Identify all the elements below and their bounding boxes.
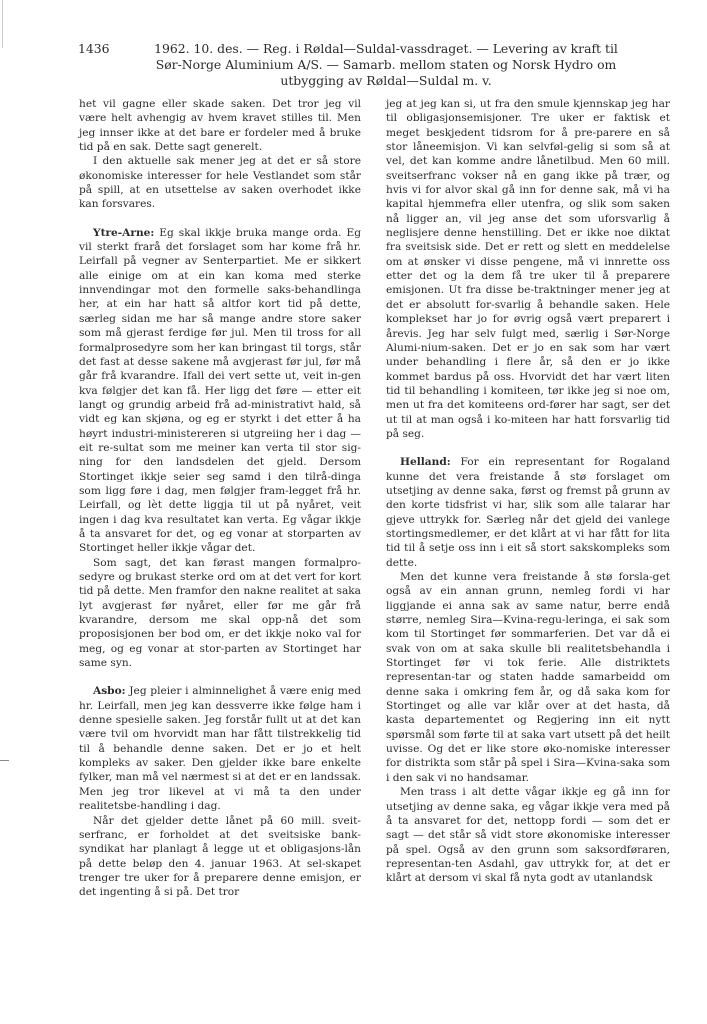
header-title	[134, 41, 638, 89]
paragraph: Men det kunne vera freistande å stø forsla-get også av ein annan grunn, nemleg fordi vi har liggjande ei anna sak av same natur, berre endå større, nemleg Sira—Kvina-regu-leringa, ei sak som kom til Stortinget før sommarferien. Det var då ei svak von om at saka skulle bli realitetsbehandla i Stortinget før vi tok ferie. Alle distriktets representan-tar og staten hadde samarbeidd om denne saka i omkring fem år, og då saka kom for Stortinget og alle var klår over at det hasta, då kasta departementet og Regjering inn eit nytt spørsmål som førte til at saka vart utsett på det heilt uvisse. Og det er like store øko-nomiske interesser for distrikta som står på spel i Sira—Kvina-saka som i den sak vi no handsamar.	[386, 571, 670, 784]
left-column	[79, 97, 361, 900]
running-header	[78, 41, 638, 89]
speech-text: For ein representant for Rogaland kunne det vera freistande å stø forslaget om utsetjing av denne saka, først og fremst på grunn av den korte tidsfrist vi har, slik som alle talarar har gjeve uttrykk for. Særleg når det gjeld dei vanlege stortingsmedlemer, er det klårt at vi har fått for lita tid til å setje oss inn i eit så stort sakskompleks som dette.	[386, 456, 670, 569]
right-column	[386, 97, 670, 886]
paragraph: Men trass i alt dette vågar ikkje eg gå inn for utsetjing av denne saka, eg vågar ikkje vera med på å ta ansvaret for det, nettopp fordi — som det er sagt — det står så vidt store økonomiske interesser på spel. Også av den grunn som saksordføraren, representan-ten Asdahl, gav uttrykk for, at det er klårt at dersom vi skal få nyta godt av utanlandsk	[386, 786, 670, 885]
speech-text: Eg skal ikkje bruka mange orda. Eg vil sterkt frarå det forslaget som har kome frå hr. Leirfall på vegner av Senterpartiet. Me er sikkert alle einige om at ein kan koma med sterke innvendingar mot den formelle saks-behandlinga her, at ein har hatt så altfor kort tid på dette, særleg sidan me har så mange andre store saker som må gjerast ferdige før jul. Men til tross for all formalprosedyre som her kan bringast til torgs, står det fast at desse sakene må avgjerast før jul, før må går frå kvarandre. Ifall dei vert sette ut, veit in-gen kva følgjer det kan få. Her ligg det føre — etter eit langt og grundig arbeid frå ad-ministrativt hald, så vidt eg kan skjøna, og eg er styrkt i det etter å ha høyrt industri-ministereren si utgreiing her i dag — eit re-sultat som me meiner kan verta til stor sig-ning for den landsdelen det gjeld. Dersom Stortinget ikkje seier seg samd i den tilrå-dinga som ligg føre i dag, men følgjer fram-legget frå hr. Leirfall, og lèt dette liggja til ut på nyåret, veit ingen i dag kva resultatet kan verta. Eg vågar ikkje å ta ansvaret for det, og eg vonar at storparten av Stortinget heller ikkje vågar det.	[79, 226, 361, 555]
speaker-name: Ytre-Arne:	[93, 226, 155, 239]
header-title-line-3: utbygging av Røldal—Suldal m. v.	[280, 73, 492, 88]
paragraph: Når det gjelder dette lånet på 60 mill. sveit-serfranc, er forholdet at det sveitsiske bank-syndikat har planlagt å legge ut et obligasjons-lån på dette beløp den 4. januar 1963. At sel-skapet trenger tre uker for å preparere denne emisjon, er det ingenting å si på. Det tror	[79, 814, 361, 899]
speaker-name: Helland:	[400, 456, 451, 469]
page-edge-mark	[2, 0, 3, 48]
paragraph: jeg at jeg kan si, ut fra den smule kjennskap jeg har til obligasjonsemisjoner. Tre uker er faktisk et meget beskjedent tidsrom for å pre-parere en så stor låneemisjon. Vi kan selvføl-gelig si som så at vel, det kan komme andre lånetilbud. Men 60 mill. sveitserfranc vokser nå en gang ikke på trær, og hvis vi for alvor skal gå inn for denne sak, må vi ha kapital hjemmefra eller utenfra, og slik som saken nå ligger an, vil jeg anse det som uforsvarlig å neglisjere denne henstilling. Det er ikke noe diktat fra sveitsisk side. Det er rett og slett en meddelelse om at ønsker vi disse pengene, må vi innrette oss etter det og la dem få tre uker til å preparere emisjonen. Ut fra disse be-traktninger mener jeg at det er absolutt for-svarlig å behandle saken. Hele komplekset har jo for øvrig også vært preparert i årevis. Jeg har selv fulgt med, særlig i Sør-Norge Alumi-nium-saken. Det er jo en sak som har vært under behandling i flere år, så den er jo ikke kommet bardus på oss. Hvorvidt det har vært liten tid til behandling i komiteen, tør ikke jeg si noe om, men ut fra det komiteens ord-fører har sagt, ser det ut til at man også i ko-miteen har hatt forsvarlig tid på seg.	[386, 98, 670, 440]
speaker-name: Asbo:	[93, 685, 126, 698]
header-title-line-1: 1962. 10. des. — Reg. i Røldal—Suldal-vassdraget. — Levering av kraft til	[154, 41, 618, 56]
speech-helland	[386, 455, 670, 570]
paragraph: het vil gagne eller skade saken. Det tror jeg vil være helt avhengig av hvem kravet stilles til. Men jeg innser ikke at det bare er fordeler med å bruke tid på en sak. Dette sagt generelt.	[79, 98, 361, 154]
speech-text: Jeg pleier i alminnelighet å være enig med hr. Leirfall, men jeg kan dessverre ikke følge ham i denne spesielle saken. Jeg forstår fullt ut at det kan være tvil om hvorvidt man har fått tilstrekkelig tid til å behandle denne saken. Det er jo et helt kompleks av saker. Den gjelder ikke bare enkelte fylker, man må vel nærmest si at det er en landssak. Men jeg tror likevel at vi må ta den under realitetsbe-handling i dag.	[79, 685, 362, 813]
header-title-line-2: Sør-Norge Aluminium A/S. — Samarb. mellom staten og Norsk Hydro om	[155, 57, 617, 72]
speech-ytre-arne	[79, 226, 361, 556]
page-number: 1436	[78, 41, 110, 56]
paragraph: Som sagt, det kan førast mangen formalpro-sedyre og brukast sterke ord om at det vert for kort tid på dette. Men framfor den nakne realitet at saka lyt avgjerast før nyåret, eller før me går frå kvarandre, dersom me skal opp-nå det som proposisjonen ber bod om, er det ikkje noko val for meg, og eg vonar at stor-parten av Stortinget har same syn.	[79, 556, 361, 670]
speech-asbo	[79, 684, 361, 813]
margin-tick-mark	[0, 760, 9, 761]
paragraph: I den aktuelle sak mener jeg at det er så store økonomiske interesser for hele Vestlandet som står på spill, at en utsettelse av saken overhodet ikke kan forsvares.	[79, 155, 361, 211]
